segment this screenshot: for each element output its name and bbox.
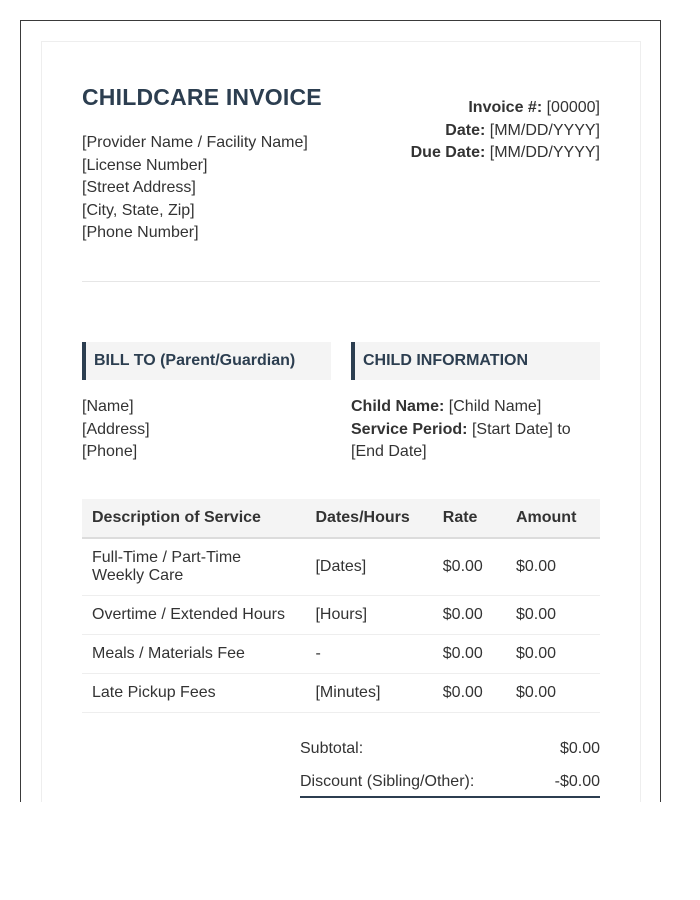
invoice-title: CHILDCARE INVOICE <box>82 84 322 110</box>
discount-value: -$0.00 <box>554 773 600 790</box>
column-header-amount: Amount <box>506 499 600 538</box>
invoice-number-line <box>411 97 600 120</box>
invoice-date-label: Date: <box>445 121 486 139</box>
bill-to-heading: BILL TO (Parent/Guardian) <box>82 342 331 380</box>
column-header-description: Description of Service <box>82 499 305 538</box>
row-amount: $0.00 <box>506 674 600 713</box>
service-period-label: Service Period: <box>351 420 468 438</box>
service-period-value-start: [Start Date] to <box>471 420 571 438</box>
provider-license: [License Number] <box>82 156 208 174</box>
row-rate: $0.00 <box>433 674 506 713</box>
row-rate: $0.00 <box>433 538 506 596</box>
invoice-date-line <box>411 120 600 143</box>
table-row <box>82 674 600 713</box>
subtotal-row <box>300 736 600 769</box>
bill-to-address: [Address] <box>82 420 150 438</box>
column-header-dates: Dates/Hours <box>305 499 432 538</box>
service-period-value-end: [End Date] <box>351 443 427 460</box>
row-description: Meals / Materials Fee <box>82 635 305 674</box>
invoice-meta <box>411 97 600 165</box>
due-date-label: Due Date: <box>410 144 486 161</box>
discount-row <box>300 769 600 798</box>
bill-to-phone: [Phone] <box>82 443 138 460</box>
column-header-rate: Rate <box>433 499 506 538</box>
row-amount: $0.00 <box>506 538 600 596</box>
provider-phone: [Phone Number] <box>82 224 199 241</box>
due-date-value: [MM/DD/YYYY] <box>489 144 600 161</box>
row-rate: $0.00 <box>433 596 506 635</box>
invoice-number-label: Invoice #: <box>468 99 543 116</box>
due-date-line <box>411 142 600 165</box>
provider-name: [Provider Name / Facility Name] <box>82 134 308 151</box>
bill-to-name: [Name] <box>82 398 134 415</box>
table-row <box>82 538 600 596</box>
row-description: Late Pickup Fees <box>82 674 305 713</box>
table-header-row <box>82 499 600 538</box>
row-description: Full-Time / Part-Time Weekly Care <box>82 538 305 596</box>
child-info-heading: CHILD INFORMATION <box>351 342 600 380</box>
row-description: Overtime / Extended Hours <box>82 596 305 635</box>
subtotal-value: $0.00 <box>559 740 600 757</box>
totals-block <box>300 736 600 798</box>
row-dates: [Dates] <box>305 538 432 596</box>
child-info-block <box>351 396 601 464</box>
header-divider <box>82 281 600 282</box>
child-name-value: [Child Name] <box>448 398 542 415</box>
row-dates: [Hours] <box>305 596 432 635</box>
subtotal-label: Subtotal: <box>300 740 364 757</box>
child-name-line <box>351 396 601 419</box>
invoice-number-value: [00000] <box>546 99 600 116</box>
services-table <box>82 499 600 713</box>
row-dates: [Minutes] <box>305 674 432 713</box>
row-amount: $0.00 <box>506 635 600 674</box>
child-name-label: Child Name: <box>351 398 445 415</box>
invoice-date-value: [MM/DD/YYYY] <box>489 121 600 139</box>
service-period-line <box>351 419 601 442</box>
provider-street: [Street Address] <box>82 179 196 196</box>
bill-to-block <box>82 396 150 464</box>
row-amount: $0.00 <box>506 596 600 635</box>
row-dates: - <box>305 635 432 674</box>
provider-city: [City, State, Zip] <box>82 201 195 219</box>
discount-label: Discount (Sibling/Other): <box>300 773 475 790</box>
row-rate: $0.00 <box>433 635 506 674</box>
provider-block <box>82 132 308 245</box>
table-row <box>82 635 600 674</box>
table-row <box>82 596 600 635</box>
